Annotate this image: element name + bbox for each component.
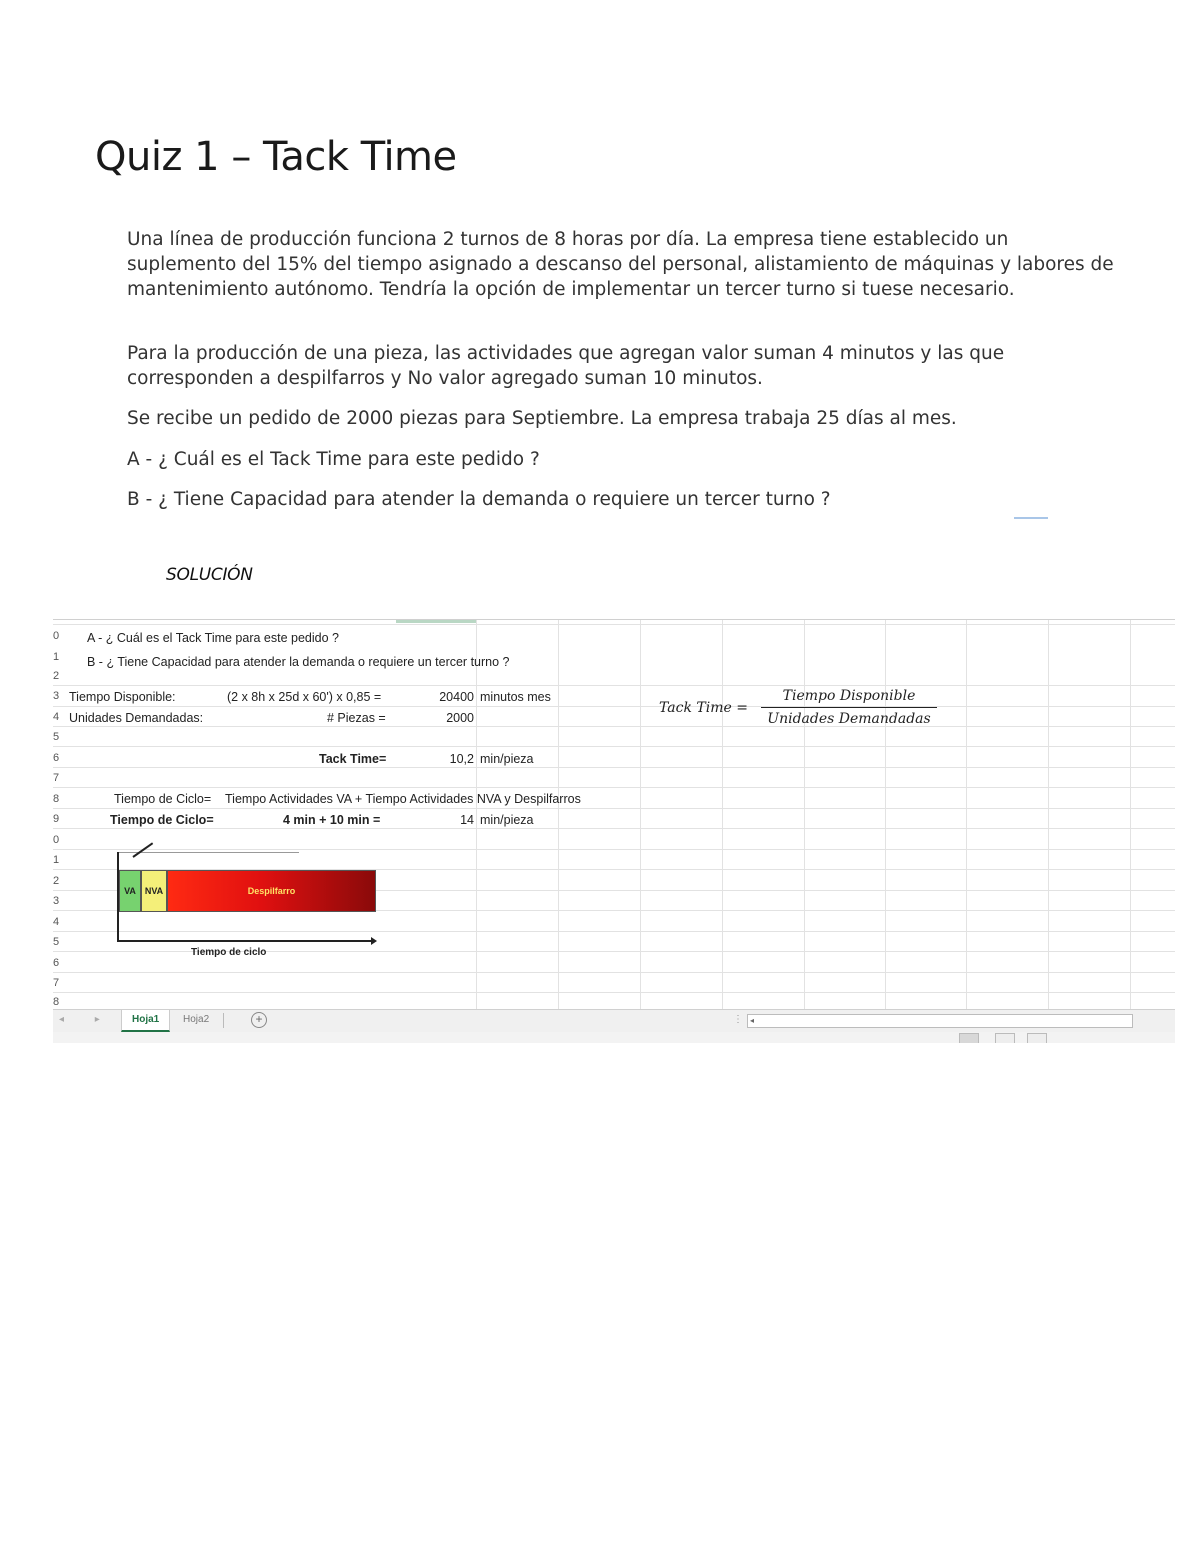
row-number: 0: [53, 834, 60, 846]
diagram-pointer: [132, 842, 153, 857]
equation-denominator: Unidades Demandadas: [767, 711, 931, 727]
grid-col-line: [1048, 620, 1049, 1009]
cell-tiempo-disponible-formula[interactable]: (2 x 8h x 25d x 60') x 0,85 =: [227, 690, 382, 704]
scroll-splitter-icon[interactable]: ⋮: [733, 1014, 743, 1025]
equation-lhs: Tack Time =: [659, 700, 748, 716]
row-number: 9: [53, 813, 60, 825]
cycle-time-diagram: [113, 852, 383, 962]
grid-col-line: [558, 620, 559, 1009]
grid-col-line: [966, 620, 967, 1009]
tab-hoja1[interactable]: Hoja1: [121, 1010, 170, 1032]
problem-paragraph-1: Una línea de producción funciona 2 turnos de 8 horas por día. La empresa tiene establecido un suplemento del 15% del tiempo asignado a descanso del personal, alistamiento de máquinas y labores de mantenimiento autónomo. Tendría la opción de implementar un tercer turno si tuese necesario.: [127, 229, 1114, 300]
grid-row-line: [53, 828, 1175, 829]
grid-row-line: [53, 746, 1175, 747]
row-number: 4: [53, 711, 60, 723]
problem-paragraph-2: Para la producción de una pieza, las actividades que agregan valor suman 4 minutos y las que corresponden a despilfarros y No valor agregado suman 10 minutos.: [127, 343, 1005, 389]
equation-numerator: Tiempo Disponible: [782, 688, 916, 704]
cell-tiempo-disponible-label[interactable]: Tiempo Disponible:: [69, 690, 176, 704]
diagram-top-line: [119, 852, 299, 853]
row-number: 5: [53, 936, 60, 948]
arrow-right-icon: [371, 937, 377, 945]
page-layout-view-icon[interactable]: [995, 1033, 1015, 1043]
grid-row-line: [53, 706, 1175, 707]
cell-tack-time-value[interactable]: 10,2: [449, 752, 474, 766]
status-bar: [53, 1032, 1175, 1043]
scroll-left-icon[interactable]: ◂: [750, 1016, 755, 1025]
row-number: 6: [53, 957, 60, 969]
grid-row-line: [53, 787, 1175, 788]
document-title: Quiz 1 – Tack Time: [95, 134, 457, 180]
grid-col-line: [1130, 620, 1131, 1009]
segment-nva: NVA: [141, 870, 167, 912]
grid-row-line: [53, 685, 1175, 686]
cell-unidades-label[interactable]: Unidades Demandadas:: [69, 711, 204, 725]
cell-question-b[interactable]: B - ¿ Tiene Capacidad para atender la demanda o requiere un tercer turno ?: [87, 655, 510, 669]
grid-col-line: [885, 620, 886, 1009]
cell-unidades-value[interactable]: 2000: [446, 711, 474, 725]
row-number: 8: [53, 996, 60, 1008]
segment-despilfarro: Despilfarro: [167, 870, 376, 912]
cell-ciclo-label[interactable]: Tiempo de Ciclo=: [110, 813, 214, 827]
row-number: 5: [53, 731, 60, 743]
row-number: 7: [53, 977, 60, 989]
cell-tack-time-unit[interactable]: min/pieza: [480, 752, 534, 766]
row-number: 3: [53, 690, 60, 702]
grid-col-line: [476, 620, 477, 1009]
row-number: 1: [53, 854, 60, 866]
grid-col-line: [722, 620, 723, 1009]
cell-ciclo-value[interactable]: 14: [460, 813, 474, 827]
row-number: 0: [53, 630, 60, 642]
sheet-nav-arrows-icon[interactable]: ◂ ▸: [59, 1014, 114, 1025]
diagram-axis-label: Tiempo de ciclo: [191, 947, 267, 958]
problem-paragraph-3: Se recibe un pedido de 2000 piezas para Septiembre. La empresa trabaja 25 días al mes.: [127, 408, 957, 429]
row-number: 6: [53, 752, 60, 764]
equation-fraction: [761, 686, 937, 729]
grid-col-line: [640, 620, 641, 1009]
cell-question-a[interactable]: A - ¿ Cuál es el Tack Time para este pedido ?: [87, 631, 339, 645]
horizontal-scrollbar[interactable]: [747, 1014, 1133, 1028]
decorative-line: [1014, 517, 1048, 519]
spreadsheet-screenshot: [53, 619, 1175, 1043]
row-number: 2: [53, 670, 60, 682]
question-b: B - ¿ Tiene Capacidad para atender la demanda o requiere un tercer turno ?: [127, 489, 831, 510]
grid-col-line: [804, 620, 805, 1009]
cell-tiempo-disponible-value[interactable]: 20400: [439, 690, 474, 704]
row-number: 8: [53, 793, 60, 805]
row-number: 4: [53, 916, 60, 928]
row-number: 2: [53, 875, 60, 887]
solution-heading: SOLUCIÓN: [166, 565, 253, 585]
segment-va: VA: [119, 870, 141, 912]
sheet-tab-bar: [53, 1009, 1175, 1032]
page-break-view-icon[interactable]: [1027, 1033, 1047, 1043]
grid-row-line: [53, 992, 1175, 993]
plus-circle-icon[interactable]: +: [251, 1012, 267, 1028]
grid-row-line: [53, 624, 1175, 625]
selected-column-highlight: [396, 620, 476, 623]
fraction-bar: [761, 707, 937, 708]
question-a: A - ¿ Cuál es el Tack Time para este pedido ?: [127, 449, 540, 470]
cell-ciclo-def-formula[interactable]: Tiempo Actividades VA + Tiempo Actividades NVA y Despilfarros: [225, 792, 581, 806]
cell-tiempo-disponible-unit[interactable]: minutos mes: [480, 690, 551, 704]
grid-row-line: [53, 849, 1175, 850]
grid-row-line: [53, 808, 1175, 809]
cell-ciclo-def-label[interactable]: Tiempo de Ciclo=: [114, 792, 212, 806]
cell-tack-time-label[interactable]: Tack Time=: [319, 752, 387, 766]
row-number: 1: [53, 651, 60, 663]
cell-ciclo-formula[interactable]: 4 min + 10 min =: [283, 813, 381, 827]
cell-unidades-formula[interactable]: # Piezas =: [327, 711, 386, 725]
diagram-x-axis: [117, 940, 373, 942]
grid-row-line: [53, 726, 1175, 727]
grid-row-line: [53, 767, 1175, 768]
tab-separator: [223, 1013, 224, 1028]
tab-hoja2[interactable]: Hoja2: [183, 1014, 210, 1025]
grid-row-line: [53, 972, 1175, 973]
normal-view-icon[interactable]: [959, 1033, 979, 1043]
row-number: 3: [53, 895, 60, 907]
cell-ciclo-unit[interactable]: min/pieza: [480, 813, 534, 827]
row-number: 7: [53, 772, 60, 784]
